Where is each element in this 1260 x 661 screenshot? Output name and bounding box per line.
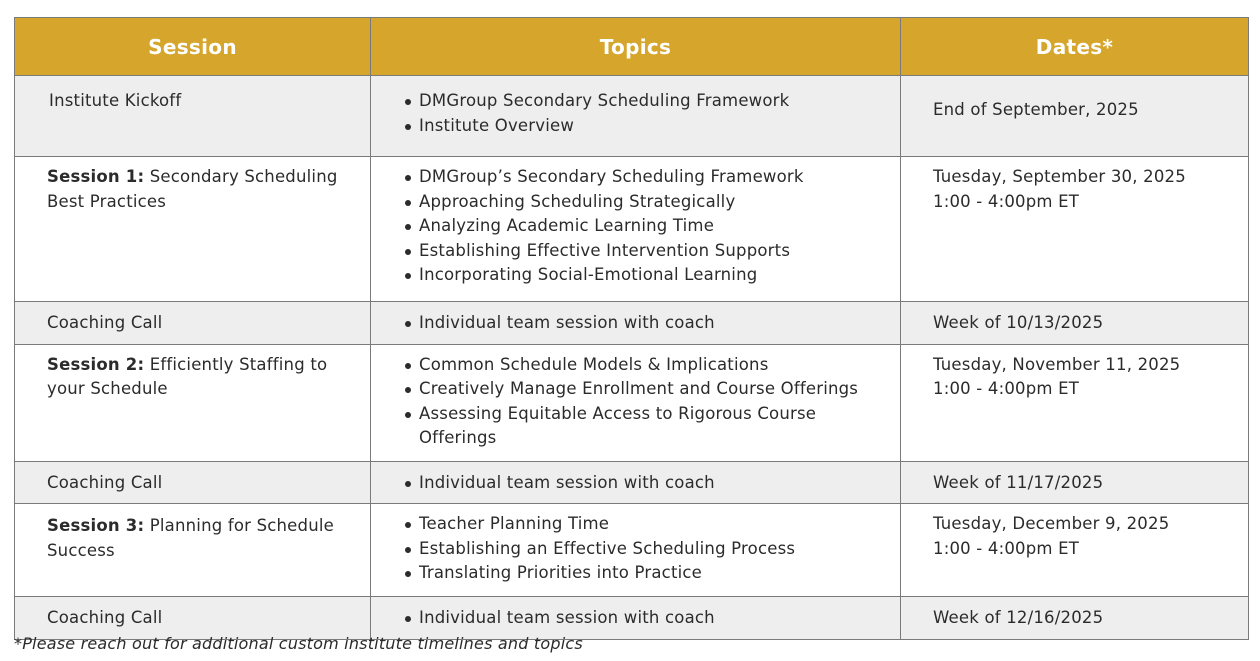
table-row-coaching-call — [15, 461, 1249, 504]
session-number: Session 3: — [47, 516, 145, 535]
topic-item: Individual team session with coach — [405, 606, 890, 631]
topics-cell — [371, 157, 901, 302]
topic-list — [405, 353, 890, 451]
time-text: 1:00 - 4:00pm ET — [933, 191, 1080, 211]
schedule-table — [14, 17, 1249, 640]
session-cell — [15, 461, 371, 504]
topics-cell — [371, 302, 901, 345]
session-number: Session 1: — [47, 167, 145, 186]
date-text: Tuesday, September 30, 2025 — [933, 167, 1186, 186]
session-number: Session 2: — [47, 354, 145, 374]
session-cell — [15, 76, 371, 157]
time-text: 1:00 - 4:00pm ET — [933, 538, 1080, 558]
dates-cell — [901, 344, 1249, 461]
date-text: Week of 10/13/2025 — [933, 313, 1104, 332]
header-dates: Dates* — [901, 18, 1249, 76]
topic-item: DMGroup’s Secondary Scheduling Framework — [405, 165, 890, 190]
footnote: *Please reach out for additional custom institute timelines and topics — [14, 634, 583, 653]
topics-cell — [371, 461, 901, 504]
session-cell — [15, 302, 371, 345]
date-text: Week of 11/17/2025 — [933, 472, 1104, 492]
dates-cell — [901, 597, 1249, 640]
topic-list — [405, 89, 890, 138]
topic-item: Translating Priorities into Practice — [405, 561, 890, 586]
date-text: Tuesday, November 11, 2025 — [933, 354, 1181, 374]
dates-cell — [901, 302, 1249, 345]
topic-list — [405, 311, 890, 336]
topics-cell — [371, 504, 901, 597]
topic-item: Establishing Effective Intervention Supports — [405, 239, 890, 264]
topic-list — [405, 606, 890, 631]
session-title: Planning for Schedule Success — [47, 516, 335, 560]
table-row-session-3 — [15, 504, 1249, 597]
topic-item: Assessing Equitable Access to Rigorous Course Offerings — [405, 402, 890, 451]
session-cell — [15, 344, 371, 461]
topic-list — [405, 471, 890, 496]
time-text: 1:00 - 4:00pm ET — [933, 379, 1080, 398]
topic-list — [405, 512, 890, 586]
date-text: Week of 12/16/2025 — [933, 608, 1104, 627]
session-cell — [15, 504, 371, 597]
table-row-session-2 — [15, 344, 1249, 461]
topic-item: Institute Overview — [405, 114, 890, 139]
table-row-session-1 — [15, 157, 1249, 302]
session-cell — [15, 597, 371, 640]
table-header-row — [15, 18, 1249, 76]
table-row-institute-kickoff — [15, 76, 1249, 157]
date-text: Tuesday, December 9, 2025 — [933, 514, 1170, 533]
header-topics: Topics — [371, 18, 901, 76]
topic-item: Establishing an Effective Scheduling Process — [405, 537, 890, 562]
topic-item: DMGroup Secondary Scheduling Framework — [405, 89, 890, 114]
topic-item: Individual team session with coach — [405, 471, 890, 496]
topic-item: Creatively Manage Enrollment and Course Offerings — [405, 377, 890, 402]
topic-list — [405, 165, 890, 288]
topics-cell — [371, 76, 901, 157]
topics-cell — [371, 344, 901, 461]
session-title: Efficiently Staffing to your Schedule — [47, 354, 328, 398]
topic-item: Approaching Scheduling Strategically — [405, 190, 890, 215]
date-text: End of September, 2025 — [933, 100, 1139, 119]
dates-cell — [901, 76, 1249, 157]
session-cell — [15, 157, 371, 302]
table-row-coaching-call — [15, 302, 1249, 345]
topic-item: Individual team session with coach — [405, 311, 890, 336]
session-title: Coaching Call — [47, 608, 163, 627]
topic-item: Analyzing Academic Learning Time — [405, 214, 890, 239]
topic-item: Incorporating Social-Emotional Learning — [405, 263, 890, 288]
dates-cell — [901, 504, 1249, 597]
dates-cell — [901, 157, 1249, 302]
session-title: Coaching Call — [47, 313, 163, 332]
dates-cell — [901, 461, 1249, 504]
topic-item: Common Schedule Models & Implications — [405, 353, 890, 378]
session-title: Coaching Call — [47, 472, 163, 492]
header-session: Session — [15, 18, 371, 76]
topics-cell — [371, 597, 901, 640]
topic-item: Teacher Planning Time — [405, 512, 890, 537]
table-row-coaching-call — [15, 597, 1249, 640]
session-title: Secondary Scheduling Best Practices — [47, 167, 338, 211]
session-title: Institute Kickoff — [49, 91, 182, 110]
